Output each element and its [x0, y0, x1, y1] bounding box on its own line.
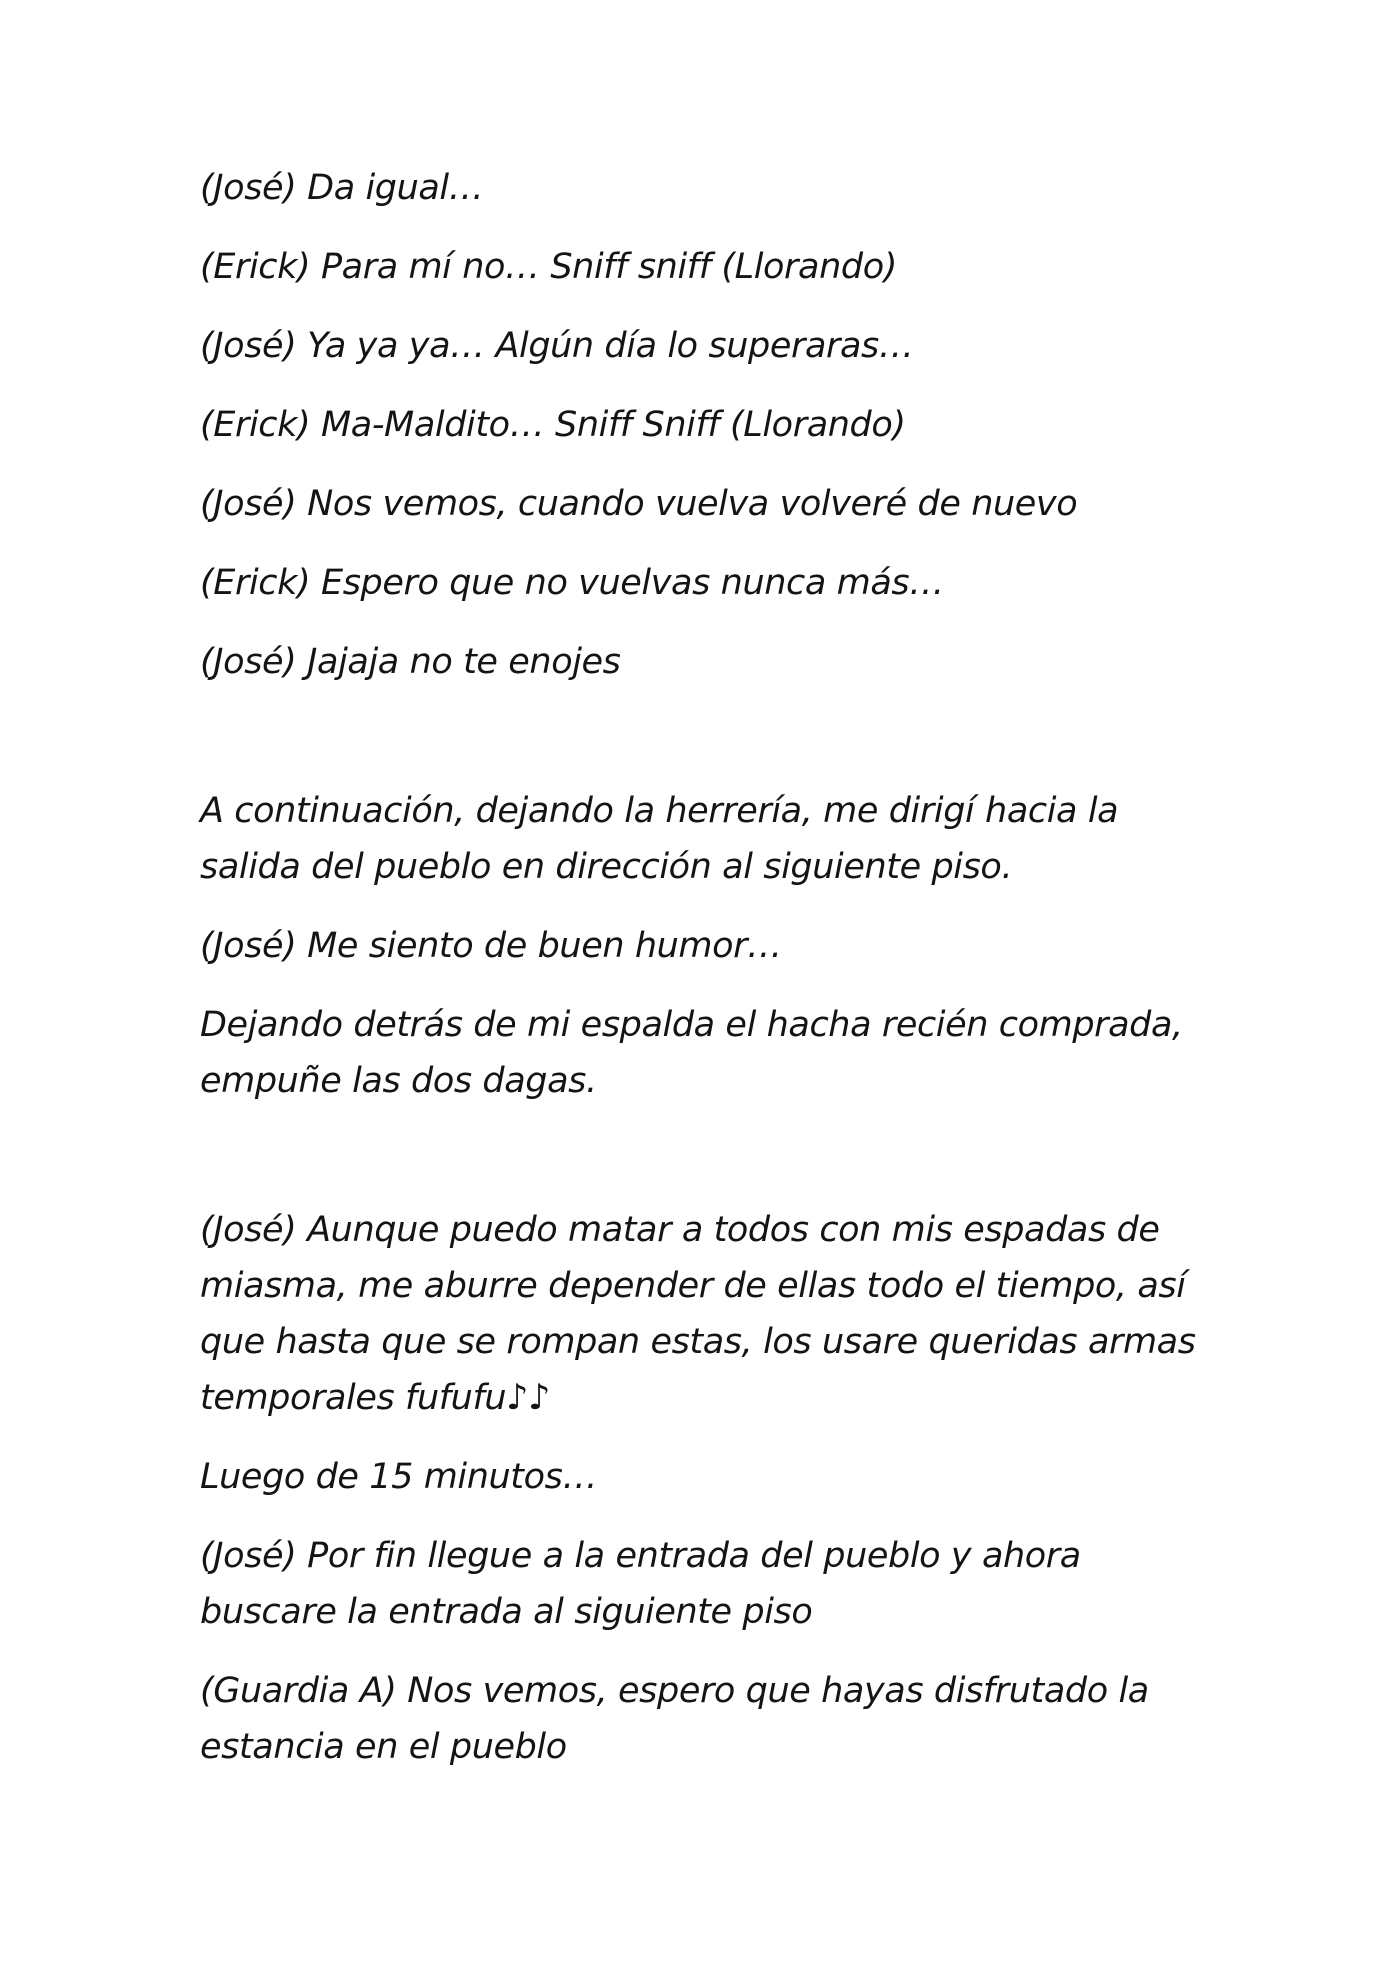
dialogue-line: (Erick) Ma-Maldito… Sniff Sniff (Llorando) — [200, 405, 906, 445]
dialogue-line: (José) Jajaja no te enojes — [200, 642, 621, 682]
dialogue-line: (Erick) Espero que no vuelvas nunca más… — [200, 563, 944, 603]
dialogue-line: (José) Me siento de buen humor… — [200, 926, 782, 966]
narration-paragraph: A continuación, dejando la herrería, me dirigí hacia la salida del pueblo en dirección al siguiente piso. — [200, 791, 1119, 887]
narration-paragraph: Luego de 15 minutos… — [200, 1457, 598, 1497]
document-body — [200, 160, 1220, 1798]
dialogue-line: (José) Ya ya ya… Algún día lo superaras… — [200, 326, 914, 366]
dialogue-line: (Guardia A) Nos vemos, espero que hayas disfrutado la estancia en el pueblo — [200, 1671, 1149, 1767]
dialogue-line: (José) Aunque puedo matar a todos con mis espadas de miasma, me aburre depender de ellas todo el tiempo, así que hasta que se rompan estas, los usare queridas armas temporales fufufu♪♪ — [200, 1210, 1196, 1418]
dialogue-line: (Erick) Para mí no… Sniff sniff (Llorando) — [200, 247, 897, 287]
dialogue-line: (José) Por fin llegue a la entrada del pueblo y ahora buscare la entrada al siguiente piso — [200, 1536, 1081, 1632]
dialogue-line: (José) Da igual… — [200, 168, 484, 208]
dialogue-line: (José) Nos vemos, cuando vuelva volveré de nuevo — [200, 484, 1078, 524]
narration-paragraph: Dejando detrás de mi espalda el hacha recién comprada, empuñe las dos dagas. — [200, 1005, 1183, 1101]
